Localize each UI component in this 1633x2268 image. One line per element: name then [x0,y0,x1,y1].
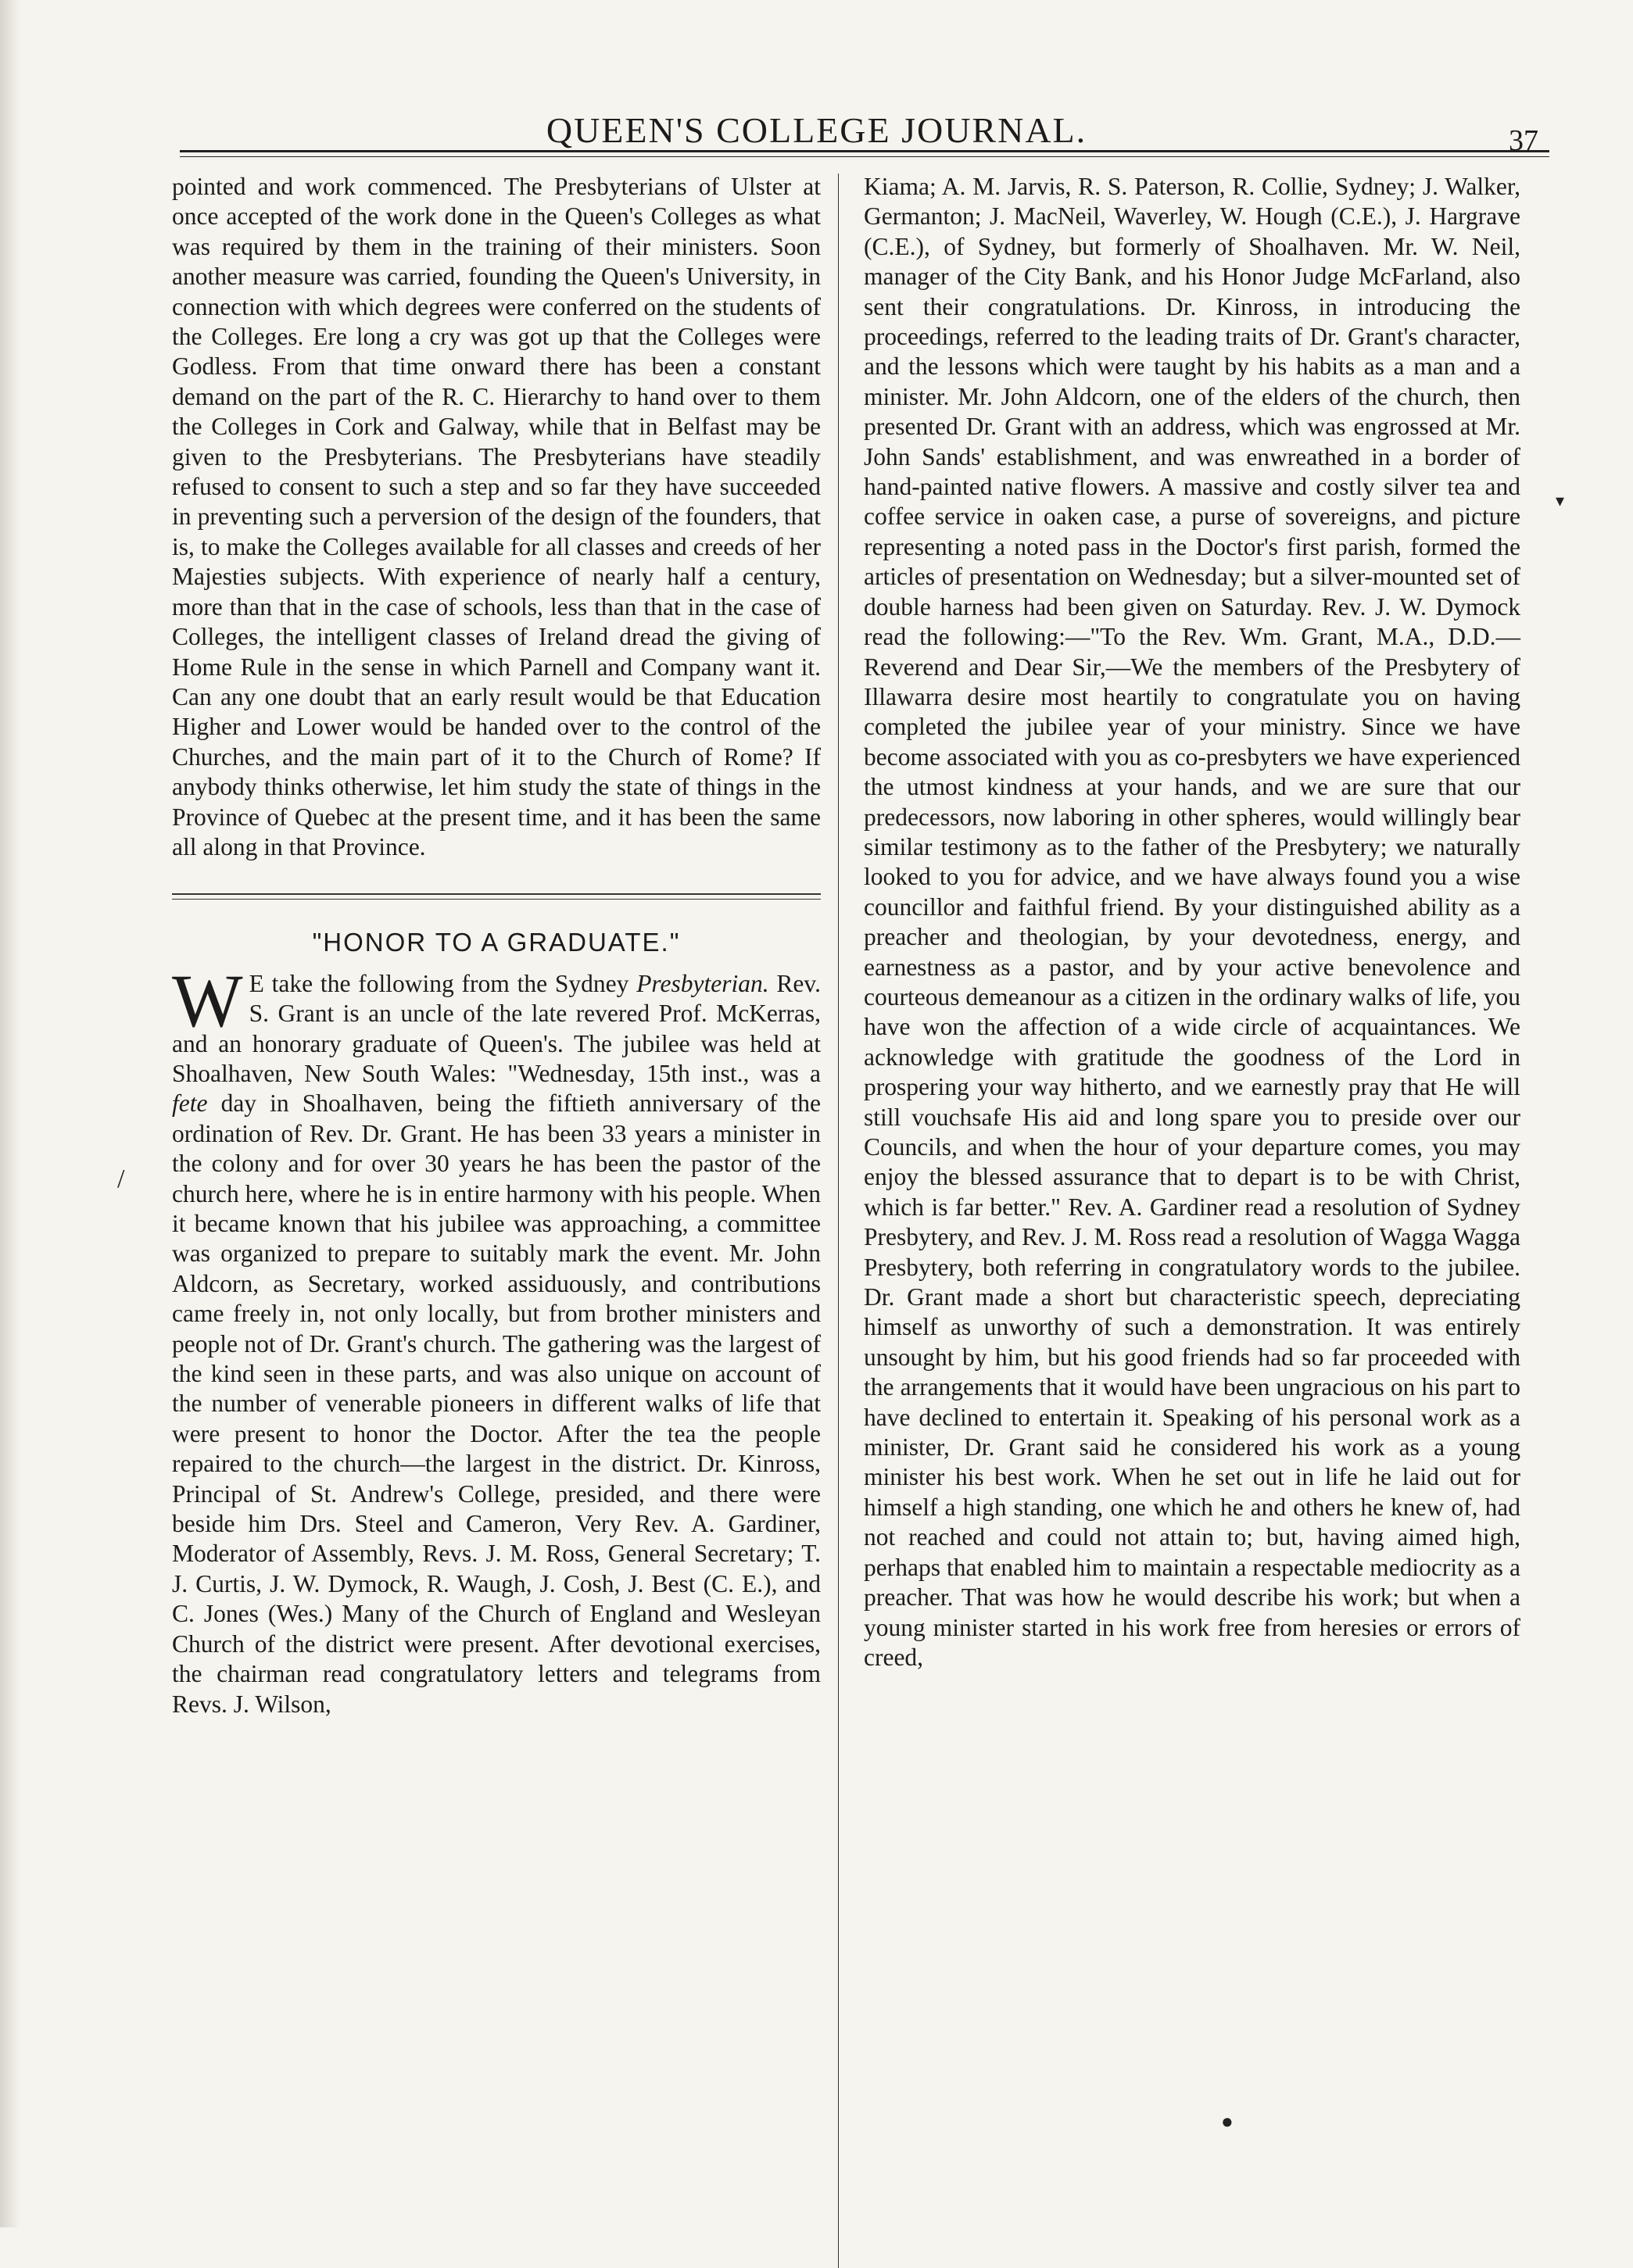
column-divider [838,173,839,2268]
stray-ink-dot: ● [1221,2110,1234,2133]
article-intro: E take the following from the Sydney [249,969,637,997]
left-column [172,172,821,1719]
article-text-part1: Rev. S. Grant is an uncle of the late revered Prof. McKerras, and an honorary graduate of Queen's. The jubilee was held at Shoalhaven, New South Wales: "Wednesday, 15th inst., was a [172,969,821,1087]
journal-title: QUEEN'S COLLEGE JOURNAL. [546,110,1087,150]
fete-word: fete [172,1089,208,1118]
page-number: 37 [1509,124,1538,157]
stray-ink-mark: ▾ [1556,491,1565,510]
drop-cap: W [172,958,243,1043]
right-column-text: Kiama; A. M. Jarvis, R. S. Paterson, R. Collie, Sydney; J. Walker, Germanton; J. MacNeil, Waverley, W. Hough (C.E.), J. Hargrave (C.E.), of Sydney, but formerly of Shoalhaven. Mr. W. Neil, manager of the City Bank, and his Honor Judge McFarland, also sent their congratulations. Dr. Kinross, in introducing the proceedings, referred to the leading traits of Dr. Grant's character, and the lessons which were taught by his habits as a man and a minister. Mr. John Aldcorn, one of the elders of the church, then presented Dr. Grant with an address, which was engrossed at Mr. John Sands' establishment, and was enwreathed in a border of hand-painted native flowers. A massive and costly silver tea and coffee service in oaken case, a purse of sovereigns, and picture representing a noted pass in the Doctor's first parish, formed the articles of presentation on Wednesday; but a silver-mounted set of double harness had been given on Saturday. Rev. J. W. Dymock read the following:—"To the Rev. Wm. Grant, M.A., D.D.—Reverend and Dear Sir,—We the members of the Presbytery of Illawarra desire most heartily to congratulate you on having completed the jubilee year of your ministry. Since we have become associated with you as co-presbyters we have experienced the utmost kindness at your hands, and we are sure that our predecessors, now laboring in other spheres, would willingly bear similar testimony as to the father of the Presbytery; we naturally looked to you for advice, and we have always found you a wise councillor and faithful friend. By your distinguished ability as a preacher and theologian, by your devotedness, energy, and earnestness as a pastor, and by your active benevolence and courteous demeanour as a citizen in the ordinary walks of life, you have won the affection of a wide circle of acquaintances. We acknowledge with gratitude the goodness of the Lord in prospering your way hitherto, and we earnestly pray that He will still vouchsafe His aid and long spare you to preside over our Councils, and when the hour of your departure comes, you may enjoy the blessed assurance that to depart is to be with Christ, which is far better." Rev. A. Gardiner read a resolution of Sydney Presbytery, and Rev. J. M. Ross read a resolution of Wagga Wagga Presbytery, both referring in congratulatory words to the jubilee. Dr. Grant made a short but characteristic speech, depreciating himself as unworthy of such a demonstration. It was entirely unsought by him, but his good friends had so far proceeded with the arrangements that it would have been ungracious on his part to have declined to entertain it. Speaking of his personal work as a minister, Dr. Grant said he considered his work as a young minister his best work. When he set out in life he laid out for himself a high standing, one which he and others he knew of, had not reached and could not attain to; but, having aimed high, perhaps that enabled him to maintain a respectable mediocrity as a preacher. That was how he would describe his work; but when a young minister started in his work free from heresies or errors of creed, [864,173,1520,1671]
article-source: Presbyterian. [636,969,769,997]
scan-edge-shadow [0,0,20,2227]
article-body [172,958,821,1719]
continuation-paragraph: pointed and work commenced. The Presbyterians of Ulster at once accepted of the work done in the Queen's Colleges as what was required by them in the training of their ministers. Soon another measure was carried, founding the Queen's University, in connection with which degrees were conferred on the students of the Colleges. Ere long a cry was got up that the Colleges were Godless. From that time onward there has been a constant demand on the part of the R. C. Hierarchy to hand over to them the Colleges in Cork and Galway, while that in Belfast may be given to the Presbyterians. The Presbyterians have steadily refused to consent to such a step and so far they have succeeded in preventing such a perversion of the design of the founders, that is, to make the Colleges available for all classes and creeds of her Majesties subjects. With experience of nearly half a century, more than that in the case of schools, less than that in the case of Colleges, the intelligent classes of Ireland dread the giving of Home Rule in the sense in which Parnell and Company want it. Can any one doubt that an early result would be that Education Higher and Lower would be handed over to the control of the Churches, and the main part of it to the Church of Rome? If anybody thinks otherwise, let him study the state of things in the Province of Quebec at the present time, and it has been the same all along in that Province. [172,173,821,860]
article-title: "HONOR TO A GRADUATE." [312,928,681,957]
right-column [864,172,1520,1672]
article-text-part2: day in Shoalhaven, being the fiftieth anniversary of the ordination of Rev. Dr. Grant. He has been 33 years a minister in the colony and for over 30 years he has been the pastor of the church here, where he is in entire harmony with his people. When it became known that his jubilee was approaching, a committee was organized to prepare to suitably mark the event. Mr. John Aldcorn, as Secretary, worked assiduously, and contributions came freely in, not only locally, but from brother ministers and people not of Dr. Grant's church. The gathering was the largest of the kind seen in these parts, and was also unique on account of the number of venerable pioneers in different walks of life that were present to honor the Doctor. After the tea the people repaired to the church—the largest in the district. Dr. Kinross, Principal of St. Andrew's College, presided, and there were beside him Drs. Steel and Cameron, Very Rev. A. Gardiner, Moderator of Assembly, Revs. J. M. Ross, General Secretary; T. J. Curtis, J. W. Dymock, R. Waugh, J. Cosh, J. Best (C. E.), and C. Jones (Wes.) Many of the Church of England and Wesleyan Church of the district were present. After devotional exercises, the chairman read congratulatory letters and telegrams from Revs. J. Wilson, [172,1089,821,1718]
margin-pen-mark: / [117,1164,125,1193]
section-rule [172,893,821,900]
header-rule [180,150,1549,157]
